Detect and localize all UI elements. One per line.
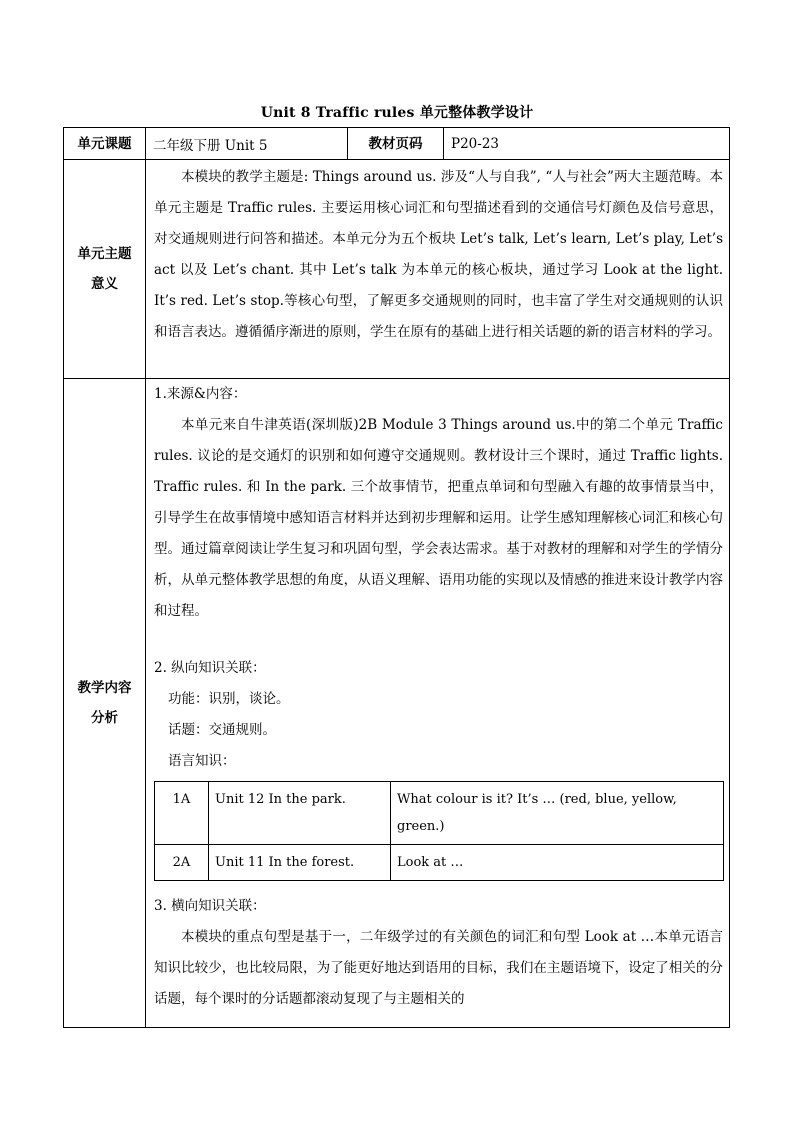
unit-cell: Unit 11 In the forest. xyxy=(209,845,391,881)
grade-cell: 2A xyxy=(155,845,209,881)
theme-content xyxy=(146,160,730,379)
analysis-label-line1: 教学内容 xyxy=(77,680,132,696)
section1-heading: 1.来源&内容： xyxy=(154,386,247,402)
content-cell: Look at … xyxy=(391,845,724,881)
section3-heading: 3. 横向知识关联： xyxy=(154,898,266,914)
section2-language: 语言知识： xyxy=(168,753,236,769)
analysis-label-line2: 分析 xyxy=(91,710,118,726)
grade-cell: 1A xyxy=(155,782,209,845)
unit-cell: Unit 12 In the park. xyxy=(209,782,391,845)
design-table xyxy=(63,127,730,1028)
table-row xyxy=(155,845,724,881)
page-title: Unit 8 Traffic rules 单元整体教学设计 xyxy=(260,105,534,121)
analysis-row xyxy=(64,379,730,1028)
section1-text: 本单元来自牛津英语(深圳版)2B Module 3 Things around us.中的第二个单元 Traffic rules. 议论的是交通灯的识别和如何遵守交通规则。教材设计三个课时，通过 Traffic lights. Traffic rules. 和 In the park. 三个故事情节，把重点单词和句型融入有趣的故事情景当中，引导学生在故事情境中感知语言材料并达到初步理解和运用。让学生感知理解核心词汇和核心句型。通过篇章阅读让学生复习和巩固句型，学会表达需求。基于对教材的理解和对学生的学情分析，从单元整体教学思想的角度，从语义理解、语用功能的实现以及情感的推进来设计教学内容和过程。 xyxy=(154,417,723,619)
table-row xyxy=(155,782,724,845)
section2-topic: 话题：交通规则。 xyxy=(168,722,276,738)
content-cell: What colour is it? It’s … (red, blue, yellow, green.) xyxy=(391,782,724,845)
analysis-content xyxy=(146,379,730,1028)
page-number-value: P20-23 xyxy=(444,128,730,160)
page-number-label: 教材页码 xyxy=(348,128,444,160)
theme-label xyxy=(64,160,146,379)
analysis-label xyxy=(64,379,146,1028)
section2-function: 功能：识别，谈论。 xyxy=(168,691,290,707)
header-row xyxy=(64,128,730,160)
section3-text: 本模块的重点句型是基于一，二年级学过的有关颜色的词汇和句型 Look at …本单元语言知识比较少，也比较局限，为了能更好地达到语用的目标，我们在主题语境下，设定了相关的分话题，每个课时的分话题都滚动复现了与主题相关的 xyxy=(154,929,723,1007)
theme-label-line2: 意义 xyxy=(91,276,118,292)
theme-row xyxy=(64,160,730,379)
knowledge-table xyxy=(154,781,724,881)
theme-label-line1: 单元主题 xyxy=(77,246,132,262)
theme-text: 本模块的教学主题是: Things around us. 涉及“人与自我”, “人与社会”两大主题范畴。本单元主题是 Traffic rules. 主要运用核心词汇和句型描述看到的交通信号灯颜色及信号意思，对交通规则进行问答和描述。本单元分为五个板块 Let’s talk, Let’s learn, Let’s play, Let’s act 以及 Let’s chant. 其中 Let’s talk 为本单元的核心板块，通过学习 Look at the light. It’s red. Let’s stop.等核心句型，了解更多交通规则的同时，也丰富了学生对交通规则的认识和语言表达。遵循循序渐进的原则，学生在原有的基础上进行相关话题的新的语言材料的学习。 xyxy=(154,169,723,340)
section2-heading: 2. 纵向知识关联： xyxy=(154,660,266,676)
unit-topic-label: 单元课题 xyxy=(64,128,146,160)
unit-topic-value: 二年级下册 Unit 5 xyxy=(146,128,348,160)
